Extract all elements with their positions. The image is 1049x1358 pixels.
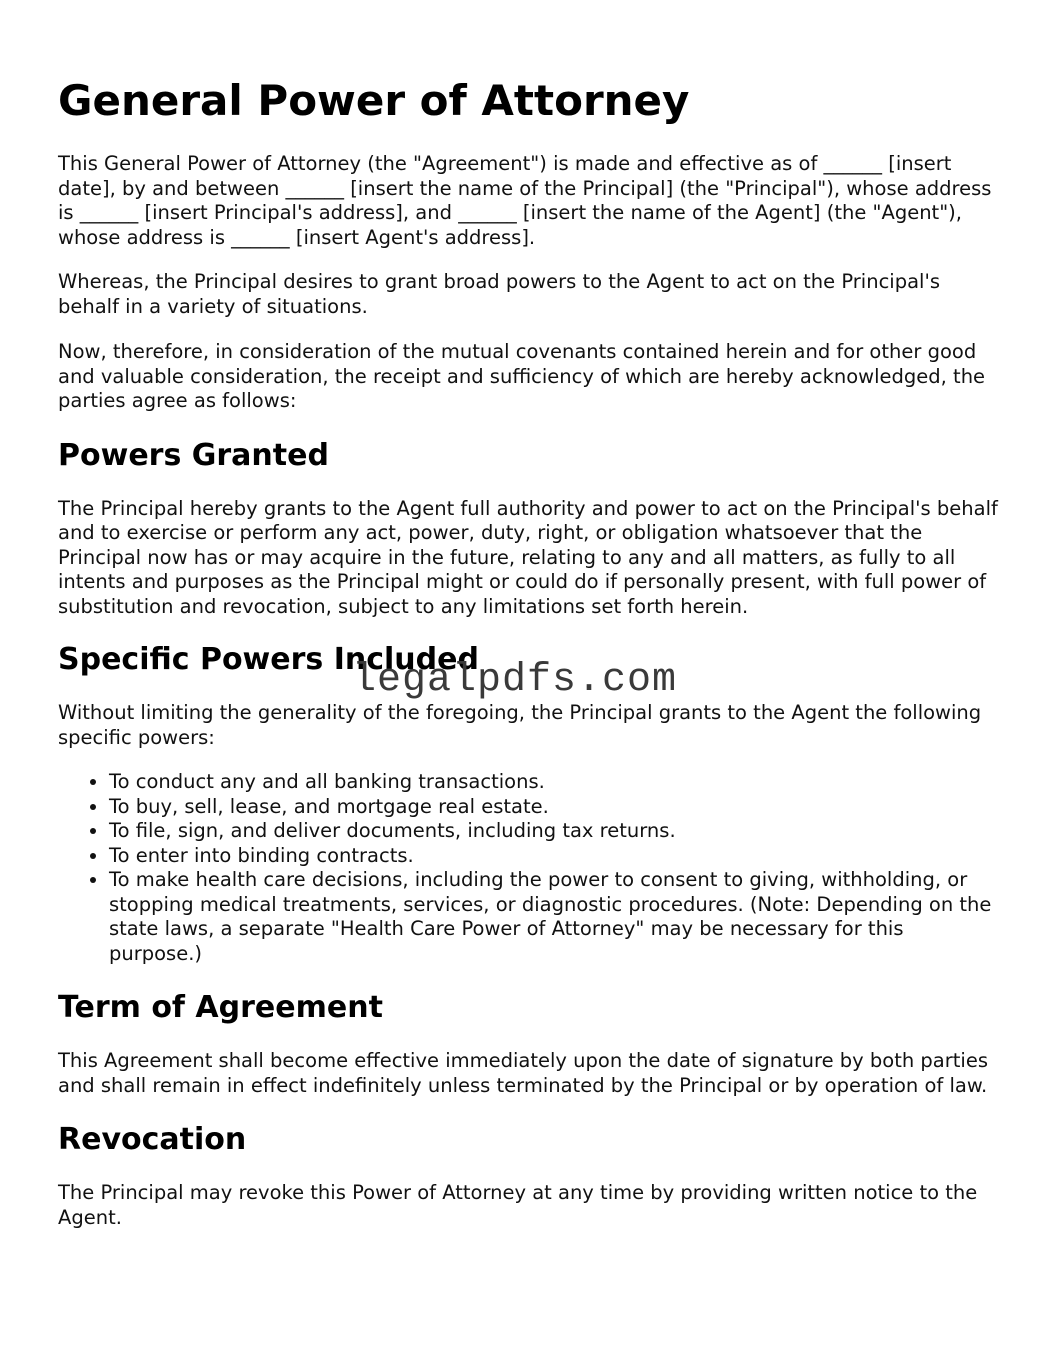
list-item: • To file, sign, and deliver documents, including tax returns. <box>109 819 998 844</box>
watermark: legalpdfs.com <box>352 658 678 703</box>
intro-paragraph: This General Power of Attorney (the "Agreement") is made and effective as of ______ [insert date], by and between ______ [insert the name of the Principal] (the "Principal"), whose address is ______ [insert Principal's address], and ______ [insert the name of the Agent] (the "Agent"), whose address is ______ [insert Agent's address]. <box>58 152 992 249</box>
powers-granted-paragraph: The Principal hereby grants to the Agent full authority and power to act on the Principal's behalf and to exercise or perform any act, power, duty, right, or obligation whatsoever that the Principal now has or may acquire in the future, relating to any and all matters, as fully to all intents and purposes as the Principal might or could do if personally present, with full power of substitution and revocation, subject to any limitations set forth herein. <box>58 496 998 618</box>
whereas-paragraph: Whereas, the Principal desires to grant broad powers to the Agent to act on the Principal's behalf in a variety of situations. <box>58 270 940 318</box>
specific-powers-intro: Without limiting the generality of the foregoing, the Principal grants to the Agent the following specific powers: <box>58 701 982 749</box>
specific-powers-list <box>58 770 998 966</box>
list-item: • To buy, sell, lease, and mortgage real estate. <box>109 795 998 820</box>
document-page <box>58 0 998 1230</box>
document-title: General Power of Attorney <box>58 76 690 125</box>
list-item: • To enter into binding contracts. <box>109 844 998 869</box>
list-item: • To conduct any and all banking transactions. <box>109 770 998 795</box>
term-paragraph: This Agreement shall become effective immediately upon the date of signature by both parties and shall remain in effect indefinitely unless terminated by the Principal or by operation of law. <box>58 1049 988 1097</box>
section-heading-powers-granted: Powers Granted <box>58 437 329 473</box>
section-heading-specific-powers: Specific Powers Included <box>58 642 479 677</box>
now-therefore-paragraph: Now, therefore, in consideration of the mutual covenants contained herein and for other good and valuable consideration, the receipt and sufficiency of which are hereby acknowledged, the parties agree as follows: <box>58 340 986 412</box>
revocation-paragraph: The Principal may revoke this Power of Attorney at any time by providing written notice to the Agent. <box>58 1181 978 1229</box>
section-heading-revocation: Revocation <box>58 1122 247 1157</box>
section-heading-term: Term of Agreement <box>58 990 383 1025</box>
list-item: • To make health care decisions, including the power to consent to giving, withholding, or stopping medical treatments, services, or diagnostic procedures. (Note: Depending on the state laws, a separate "Health Care Power of Attorney" may be necessary for this purpose.) <box>109 868 998 966</box>
